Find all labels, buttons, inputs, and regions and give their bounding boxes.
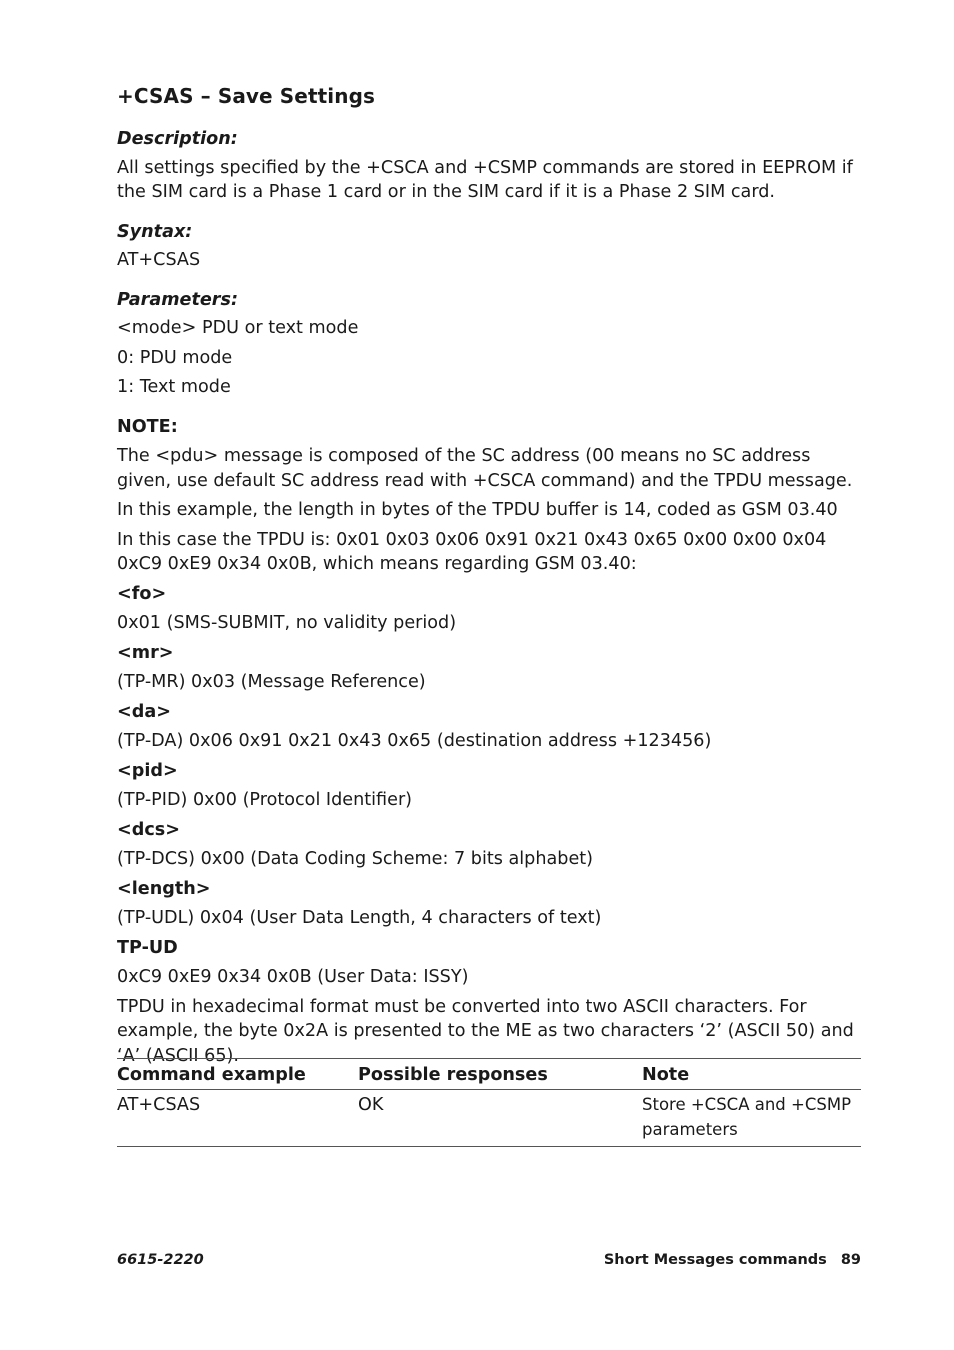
note-paragraph: The <pdu> message is composed of the SC address (00 means no SC address given, use default SC address read with +CSCA command) and the TPDU message. [117,446,853,491]
column-header: Possible responses [358,1059,642,1090]
note-closing: TPDU in hexadecimal format must be converted into two ASCII characters. For example, the byte 0x2A is presented to the ME as two characters ‘2’ (ASCII 50) and ‘A’ (ASCII 65). [117,996,854,1066]
column-header: Note [642,1059,861,1090]
field-label: <length> [117,878,211,899]
field-value: (TP-UDL) 0x04 (User Data Length, 4 characters of text) [117,908,602,928]
note-heading: NOTE: [117,416,178,437]
field-value: (TP-DA) 0x06 0x91 0x21 0x43 0x65 (destination address +123456) [117,731,712,751]
page-title: +CSAS – Save Settings [117,84,375,108]
field-value: 0xC9 0xE9 0x34 0x0B (User Data: ISSY) [117,967,469,987]
field-label: <dcs> [117,819,180,840]
field-value: (TP-PID) 0x00 (Protocol Identifier) [117,790,413,810]
table-cell: Store +CSCA and +CSMP parameters [642,1090,861,1147]
parameter-line: 0: PDU mode [117,347,233,368]
field-value: (TP-DCS) 0x00 (Data Coding Scheme: 7 bits alphabet) [117,849,594,869]
page-number: 89 [840,1252,861,1268]
note-paragraph: In this example, the length in bytes of the TPDU buffer is 14, coded as GSM 03.40 [117,500,838,520]
table-cell: OK [358,1090,642,1147]
description-heading: Description: [117,129,238,149]
body-content [117,127,861,1073]
description-text: All settings specified by the +CSCA and +CSMP commands are stored in EEPROM if the SIM card is a Phase 1 card or in the SIM card if it is a Phase 2 SIM card. [117,157,853,202]
note-paragraph: In this case the TPDU is: 0x01 0x03 0x06 0x91 0x21 0x43 0x65 0x00 0x00 0x04 0xC9 0xE9 0x34 0x0B, which means regarding GSM 03.40: [117,529,827,574]
field-label: TP-UD [117,937,178,958]
footer-section-title: Short Messages commands [603,1252,827,1268]
table-cell: AT+CSAS [117,1090,358,1147]
syntax-text: AT+CSAS [117,250,201,270]
parameter-line: <mode> PDU or text mode [117,318,359,338]
table-row [117,1090,861,1147]
parameters-heading: Parameters: [117,289,238,310]
field-label: <mr> [117,642,174,663]
field-value: (TP-MR) 0x03 (Message Reference) [117,672,426,692]
table-header-row [117,1059,861,1090]
command-table [117,1058,861,1147]
syntax-heading: Syntax: [117,221,193,242]
field-label: <da> [117,701,171,722]
field-label: <pid> [117,760,178,781]
parameter-line: 1: Text mode [117,377,231,397]
footer-section [604,1252,861,1268]
footer-doc-number: 6615-2220 [117,1252,204,1268]
field-value: 0x01 (SMS-SUBMIT, no validity period) [117,613,457,633]
column-header: Command example [117,1059,358,1090]
field-label: <fo> [117,583,167,604]
